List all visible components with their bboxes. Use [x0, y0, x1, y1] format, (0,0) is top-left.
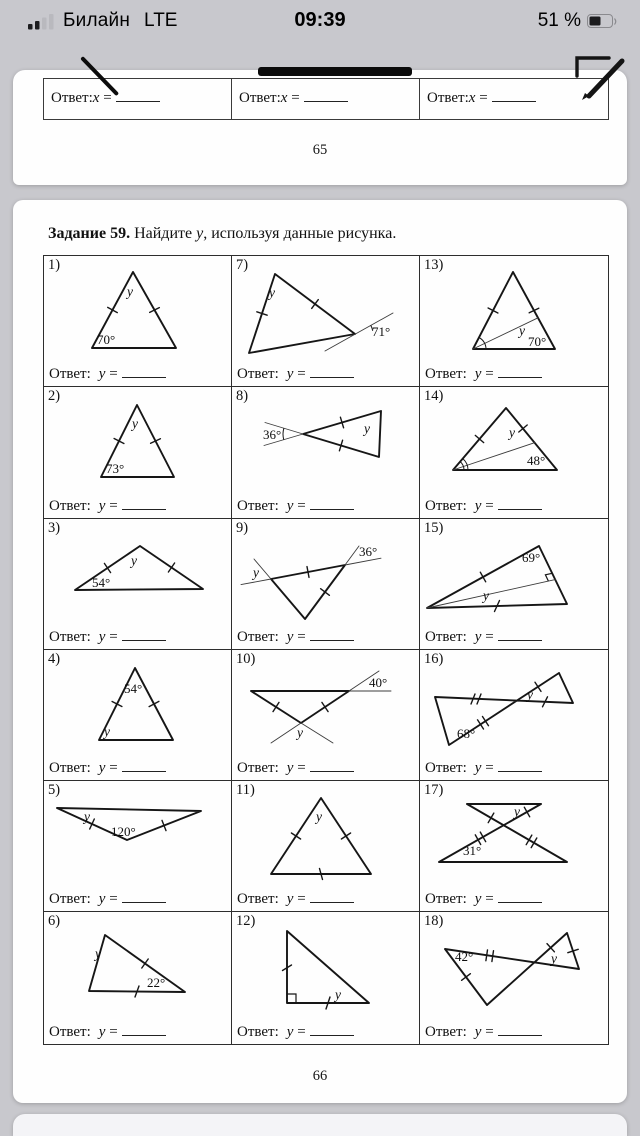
cell-number: 13) — [424, 257, 444, 273]
cell-number: 10) — [236, 650, 256, 667]
cell-number: 1) — [48, 257, 61, 273]
exercise-cell-5 — [44, 781, 232, 912]
answer-blank — [310, 627, 354, 641]
exercise-cell-13 — [420, 256, 608, 387]
crossed-triangles-outline — [439, 804, 567, 862]
answer-line: Ответ: y = — [49, 889, 166, 908]
svg-text:40°: 40° — [369, 674, 388, 690]
exercise-grid — [43, 255, 609, 1045]
triangle-figure — [45, 400, 229, 492]
answer-line: Ответ: y = — [49, 758, 166, 777]
triangle-figure — [233, 532, 417, 624]
answer-line: Ответ: y = — [49, 627, 166, 646]
right-angle-mark — [545, 573, 552, 581]
svg-text:54°: 54° — [92, 574, 111, 590]
cell-number: 17) — [424, 782, 444, 799]
svg-text:71°: 71° — [372, 324, 391, 339]
svg-text:y: y — [519, 323, 525, 338]
answer-line: Ответ: y = — [425, 496, 542, 515]
svg-text:y: y — [95, 946, 101, 962]
task-heading: Задание 59. Найдите y, используя данные рисунка. — [48, 225, 397, 242]
answer-line: Ответ: y = — [49, 496, 166, 515]
triangle-figure — [421, 269, 605, 361]
triangle-figure — [45, 532, 229, 624]
svg-text:120°: 120° — [111, 824, 136, 840]
svg-text:y: y — [84, 809, 90, 825]
answer-prefix: Ответ: — [427, 90, 469, 106]
right-angle-mark — [287, 994, 296, 1003]
tick-marks — [104, 563, 174, 573]
svg-text:y: y — [269, 285, 275, 300]
svg-text:y: y — [527, 686, 533, 702]
svg-text:y: y — [335, 987, 341, 1003]
answer-line: Ответ: y = — [237, 1022, 354, 1041]
exercise-cell-7 — [232, 256, 420, 387]
exercise-cell-12 — [232, 912, 420, 1043]
exercise-cell-6 — [44, 912, 232, 1043]
crossed-triangles-outline — [435, 673, 573, 745]
answer-blank — [304, 88, 348, 102]
cell-number: 2) — [48, 388, 61, 405]
equals-sign: = — [479, 90, 488, 106]
answer-cell — [44, 79, 232, 119]
status-bar — [0, 0, 640, 44]
answer-blank — [122, 364, 166, 378]
svg-text:69°: 69° — [522, 549, 541, 565]
cell-number: 7) — [236, 257, 249, 273]
answer-prefix: Ответ: — [239, 90, 281, 106]
answer-line: Ответ: y = — [425, 889, 542, 908]
triangle-figure — [45, 663, 229, 755]
exercise-cell-3 — [44, 519, 232, 650]
cell-number: 18) — [424, 913, 444, 930]
page-66 — [13, 200, 627, 1103]
exercise-cell-4 — [44, 650, 232, 781]
page-number: 66 — [312, 1068, 328, 1084]
page-number: 65 — [312, 142, 328, 158]
svg-text:70°: 70° — [97, 332, 116, 347]
clock: 09:39 — [294, 9, 346, 31]
svg-text:y: y — [253, 564, 259, 580]
tick-marks — [488, 308, 539, 313]
answer-variable: x — [280, 90, 288, 106]
answer-blank — [116, 88, 160, 102]
svg-text:22°: 22° — [147, 975, 166, 991]
tick-marks — [291, 833, 350, 880]
tick-marks — [108, 307, 160, 312]
answer-blank — [310, 1022, 354, 1036]
answer-line: Ответ: y = — [237, 496, 354, 515]
figure-fragment — [258, 67, 412, 76]
answer-blank — [122, 496, 166, 510]
exercise-cell-10 — [232, 650, 420, 781]
carrier-label: Билайн — [63, 10, 131, 31]
triangle-figure — [233, 269, 417, 361]
svg-text:73°: 73° — [106, 461, 125, 477]
cevian-line — [427, 579, 555, 607]
exercise-cell-14 — [420, 387, 608, 518]
answer-blank — [498, 627, 542, 641]
svg-text:y: y — [132, 416, 138, 432]
equals-sign: = — [291, 90, 300, 106]
heading-variable: y — [196, 225, 204, 242]
svg-text:y: y — [104, 723, 110, 739]
battery-percent-label: 51 % — [537, 10, 581, 31]
svg-text:31°: 31° — [463, 843, 482, 859]
triangle-figure — [233, 925, 417, 1017]
answer-blank — [310, 758, 354, 772]
svg-text:y: y — [483, 587, 489, 603]
answer-blank — [122, 758, 166, 772]
angle-arc — [479, 338, 486, 350]
triangle-figure — [421, 794, 605, 886]
cell-number: 4) — [48, 650, 61, 667]
exercise-cell-15 — [420, 519, 608, 650]
exercise-cell-17 — [420, 781, 608, 912]
answer-blank — [498, 1022, 542, 1036]
svg-text:y: y — [131, 552, 137, 568]
answer-blank — [310, 364, 354, 378]
answer-line: Ответ: y = — [237, 627, 354, 646]
triangle-figure — [421, 532, 605, 624]
answer-blank — [122, 1022, 166, 1036]
triangle-figure — [45, 925, 229, 1017]
svg-text:y: y — [509, 425, 515, 441]
cell-number: 9) — [236, 519, 249, 536]
triangle-outline — [251, 691, 349, 723]
svg-text:y: y — [297, 724, 303, 740]
triangle-figure — [421, 400, 605, 492]
markup-pencil-icon[interactable] — [565, 42, 629, 102]
tick-marks — [114, 439, 160, 444]
svg-text:y: y — [316, 809, 322, 825]
exercise-cell-9 — [232, 519, 420, 650]
cell-number: 12) — [236, 913, 256, 930]
triangle-figure — [45, 269, 229, 361]
answer-blank — [310, 889, 354, 903]
svg-text:y: y — [514, 804, 520, 820]
answer-line: Ответ: y = — [237, 889, 354, 908]
triangle-outline — [249, 274, 355, 353]
answer-blank — [498, 889, 542, 903]
cell-number: 16) — [424, 650, 444, 667]
answer-line: Ответ: y = — [425, 364, 542, 383]
answer-cell — [232, 79, 420, 119]
answer-line: Ответ: y = — [49, 1022, 166, 1041]
triangle-figure — [421, 925, 605, 1017]
answer-prefix: Ответ: — [51, 90, 93, 106]
cell-number: 5) — [48, 782, 61, 799]
answer-line: Ответ: y = — [425, 1022, 542, 1041]
svg-text:y: y — [127, 284, 133, 299]
answers-row — [43, 78, 609, 120]
answer-variable: x — [92, 90, 100, 106]
answer-line: Ответ: y = — [425, 758, 542, 777]
cell-number: 6) — [48, 913, 61, 930]
answer-blank — [492, 88, 536, 102]
exercise-cell-8 — [232, 387, 420, 518]
answer-line: Ответ: y = — [49, 364, 166, 383]
svg-text:36°: 36° — [359, 543, 378, 559]
page-67-edge — [13, 1114, 627, 1136]
answer-blank — [122, 889, 166, 903]
triangle-outline — [287, 931, 369, 1003]
svg-text:y: y — [364, 421, 370, 437]
triangle-figure — [45, 794, 229, 886]
answer-variable: x — [468, 90, 476, 106]
battery-icon — [587, 14, 618, 29]
exercise-cell-18 — [420, 912, 608, 1043]
page-65 — [13, 70, 627, 185]
triangle-figure — [233, 400, 417, 492]
answer-blank — [498, 364, 542, 378]
exercise-cell-11 — [232, 781, 420, 912]
network-type-label: LTE — [144, 10, 178, 31]
task-number: Задание 59. — [48, 225, 131, 242]
cell-number: 11) — [236, 782, 255, 799]
cell-number: 14) — [424, 388, 444, 405]
answer-blank — [310, 496, 354, 510]
triangle-outline — [99, 668, 173, 740]
equals-sign: = — [103, 90, 112, 106]
svg-text:42°: 42° — [455, 949, 474, 965]
cell-number: 8) — [236, 388, 249, 405]
triangle-figure — [233, 663, 417, 755]
answer-line: Ответ: y = — [237, 364, 354, 383]
cell-number: 3) — [48, 519, 61, 536]
answer-blank — [498, 758, 542, 772]
svg-text:54°: 54° — [124, 680, 143, 696]
triangle-outline — [89, 935, 185, 992]
svg-text:68°: 68° — [457, 725, 476, 741]
svg-text:y: y — [551, 951, 557, 967]
cell-number: 15) — [424, 519, 444, 536]
crossed-triangles-outline — [445, 933, 579, 1005]
triangle-figure — [233, 794, 417, 886]
answer-blank — [498, 496, 542, 510]
exercise-cell-16 — [420, 650, 608, 781]
tick-marks — [112, 701, 159, 706]
svg-text:70°: 70° — [528, 334, 547, 349]
exercise-cell-1 — [44, 256, 232, 387]
angle-arc — [283, 428, 284, 440]
answer-line: Ответ: y = — [425, 627, 542, 646]
answer-line: Ответ: y = — [237, 758, 354, 777]
svg-text:36°: 36° — [263, 427, 282, 443]
triangle-figure — [421, 663, 605, 755]
svg-text:48°: 48° — [527, 453, 546, 469]
exercise-cell-2 — [44, 387, 232, 518]
answer-blank — [122, 627, 166, 641]
